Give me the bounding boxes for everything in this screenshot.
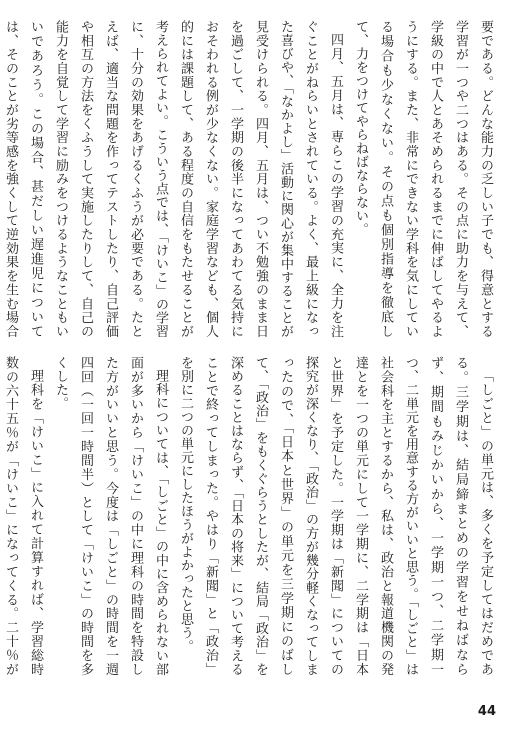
paragraph: 理科を「けいこ」に入れて計算すれば、学習総時数の六十五％が「けいこ」になってくる。二十％が — [3, 356, 43, 676]
paragraph: 「しごと」の単元は、多くを予定してはだめである。三学期は、結局締まとめの学習をせねばならず、期間もみじかいから、一学期一つ、二学期一つ、二単元を用意する方がいいと思う。「しごと」は社会科を主とするから、私は、政治と報道機関の発達とを一つの単元にして一学期に、二学期は「日本と世界」を予定した。一学期は「新聞」についての探究が深くなり、「政治」の方が幾分軽くなってしまったので、「日本と世界」の単元を三学期にのばして、「政治」をもくぐらうとしたが、結局「政治」を深めることはならず、「日本の将来」について考えることで終ってしまった。やはり「新聞」と「政治」を別に二つの単元にしたほうがよかったと思う。 — [178, 356, 493, 677]
paragraph: 要である。どんな能力の乏しい子でも、得意とする学習が一つや二つはある。その点に助力を与えて、学級の中で人とあそめられるまでに伸ばしてやるようにする。また、非常にできない学科を気にしている場合も少なくない。その点も個別指導を徹底して、力をつけてやらねばならない。 — [353, 20, 493, 338]
paragraph: 理科については、「しごと」の中に含められない部面が多いから「けいこ」の中に理科の時間を特設した方がいいと思う。今度は「しごと」の時間を一週四回（一回一時間半）として「けいこ」の時間を多くした。 — [53, 356, 168, 676]
lower-text-block — [3, 356, 498, 677]
paragraph: 四月、五月は、専らこの学習の充実に、全力を注ぐことがねらいとされている。よく、最上級になった喜びや、「なかよし」活動に関心が集中することが見受けられる。四月、五月は、つい不勉強のまま日を過ごして、一学期の後半になってあわてる気持におそわれる例が少なくない。家庭学習なども、個人的には課題して、ある程度の自信をもたせることが考えられてよい。こういう点では、「けいこ」の学習に、十分の効果をあげるくふうが必要である。たとえば、適当な問題を作ってテストしたり、自己評価や相互の方法をくふうして実施したりして、自己の能力を自覚して学習に励みをつけるようなこともいいであろう。この場合、甚だしい遅進児については、そのことが劣等感を強くして逆効果を生む場合 — [3, 20, 343, 338]
page-number: 44 — [477, 704, 496, 719]
upper-text-block — [3, 20, 498, 338]
